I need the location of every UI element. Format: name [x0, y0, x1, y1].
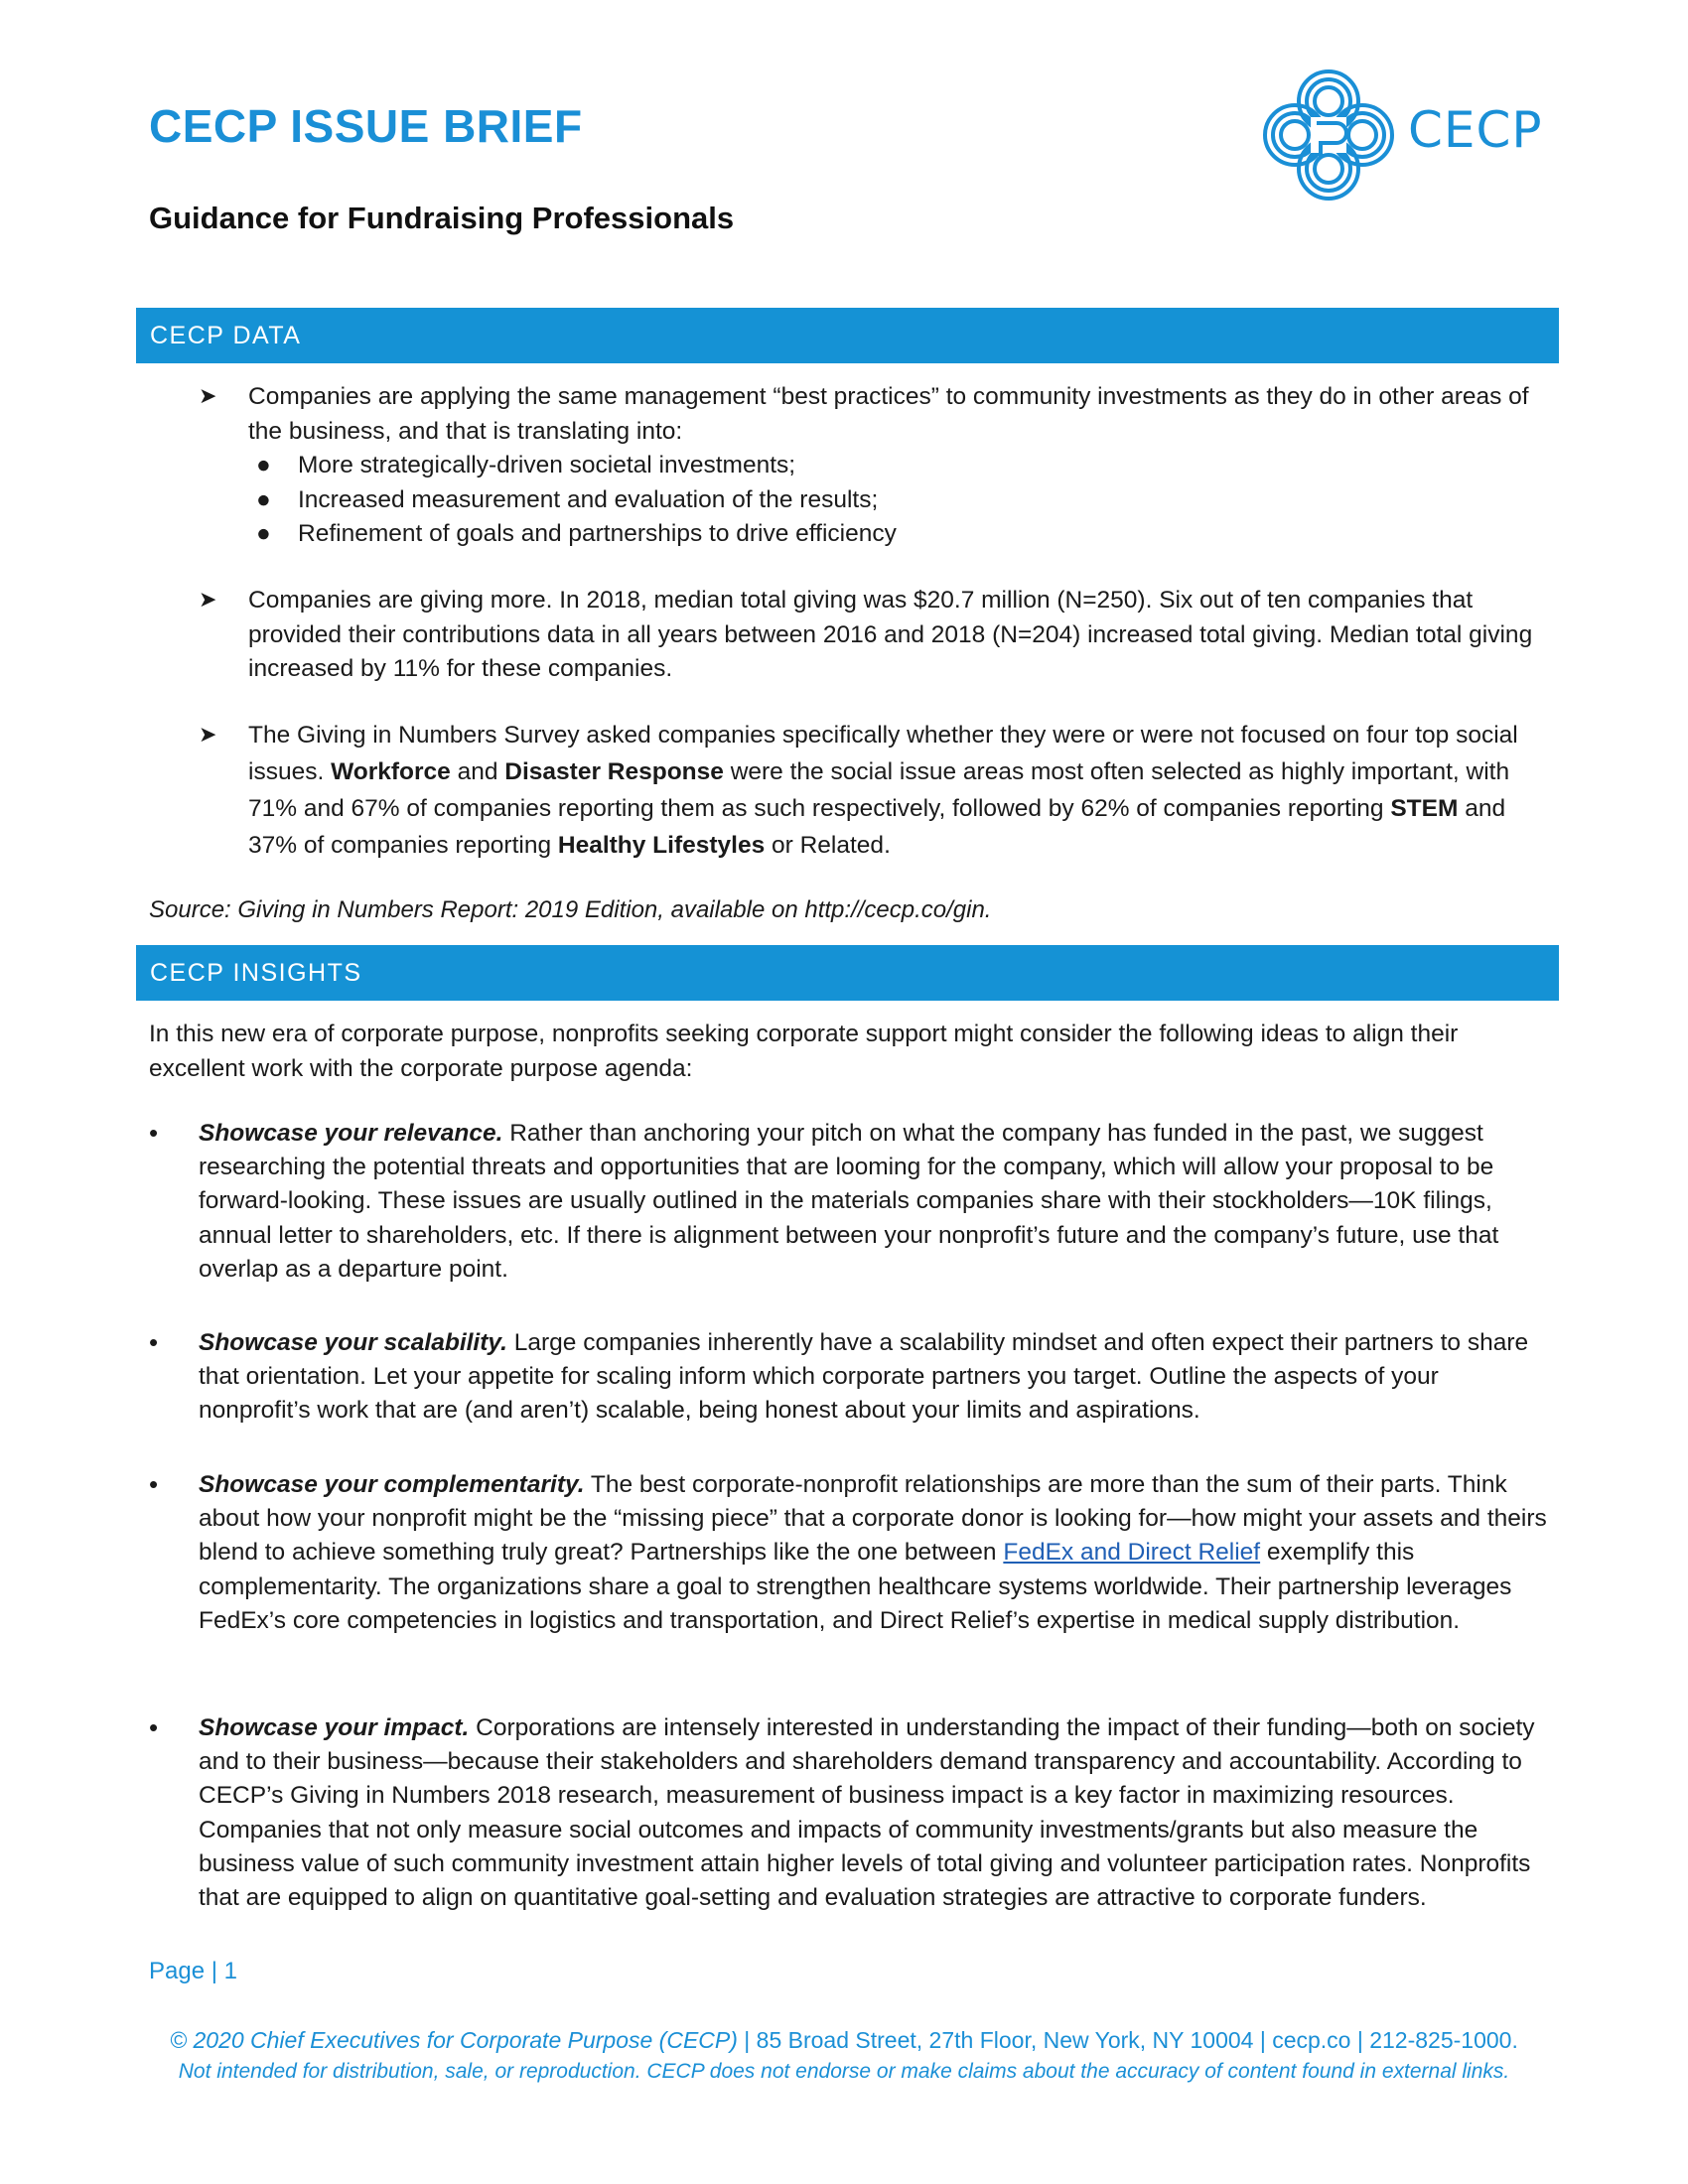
bullet-dot-icon: •: [149, 1118, 159, 1148]
list-item: ● More strategically-driven societal investments;: [298, 449, 897, 483]
insights-intro: In this new era of corporate purpose, nonprofits seeking corporate support might consider the following ideas to align their excellent work with the corporate purpose agenda:: [149, 1021, 1459, 1082]
list-item: ● Increased measurement and evaluation of the results;: [298, 483, 897, 518]
arrow-bullet-icon: ➤: [199, 722, 217, 747]
source-note: Source: Giving in Numbers Report: 2019 Edition, available on http://cecp.co/gin.: [149, 896, 992, 923]
bullet-dot-icon: •: [149, 1327, 159, 1357]
arrow-bullet-icon: ➤: [199, 587, 217, 612]
insight-relevance: Showcase your relevance. Rather than anchoring your pitch on what the company has funded in the past, we suggest researching the potential threats and opportunities that are looming for the company, which will allow your proposal to be forward-looking. These issues are usually outlined in the materials companies share with their stockholders—10K filings, annual letter to shareholders, etc. If there is alignment between your nonprofit’s future and the company’s future, use that overlap as a departure point.: [199, 1120, 1499, 1283]
arrow-bullet-icon: ➤: [199, 383, 217, 408]
data-point-3: The Giving in Numbers Survey asked companies specifically whether they were or were not focused on four top social issues. Workforce and Disaster Response were the social issue areas most often selected as highly important, with 71% and 67% of companies reporting them as such respectively, followed by 62% of companies reporting STEM and 37% of companies reporting Healthy Lifestyles or Related.: [248, 722, 1518, 859]
bullet-dot-icon: ●: [256, 452, 271, 478]
data-point-1-list: [256, 449, 897, 552]
footer-copyright: © 2020 Chief Executives for Corporate Purpose (CECP) | 85 Broad Street, 27th Floor, New York, NY 10004 | cecp.co | 212-825-1000.: [170, 2027, 1518, 2053]
data-point-1: Companies are applying the same management “best practices” to community investments as they do in other areas of the business, and that is translating into:: [248, 383, 1529, 445]
insight-impact: Showcase your impact. Corporations are intensely interested in understanding the impact of their funding—both on society and to their business—because their stakeholders and shareholders demand transparency and accountability. According to CECP’s Giving in Numbers 2018 research, measurement of business impact is a key factor in maximizing resources. Companies that not only measure social outcomes and impacts of community investments/grants but also measure the business value of such community investment attain higher levels of total giving and volunteer participation rates. Nonprofits that are equipped to align on quantitative goal-setting and evaluation strategies are attractive to corporate funders.: [199, 1714, 1535, 1912]
logo-text: CECP: [1408, 101, 1543, 159]
page-subtitle: Guidance for Fundraising Professionals: [149, 201, 735, 235]
insight-scalability: Showcase your scalability. Large companies inherently have a scalability mindset and often expect their partners to share that orientation. Let your appetite for scaling inform which corporate partners you target. Outline the aspects of your nonprofit’s work that are (and aren’t) scalable, being honest about your limits and aspirations.: [199, 1329, 1529, 1425]
section-header-data: CECP DATA: [136, 308, 1559, 363]
section-header-insights: CECP INSIGHTS: [136, 945, 1559, 1001]
page-number: Page | 1: [149, 1958, 237, 1984]
fedex-direct-relief-link[interactable]: FedEx and Direct Relief: [1003, 1539, 1261, 1567]
brief-title: CECP ISSUE BRIEF: [149, 100, 583, 152]
bullet-dot-icon: •: [149, 1712, 159, 1742]
cecp-logo-icon: [1259, 66, 1398, 205]
bullet-dot-icon: ●: [256, 485, 271, 513]
cecp-logo: [1259, 66, 1557, 205]
bullet-dot-icon: ●: [256, 520, 271, 547]
data-point-2: Companies are giving more. In 2018, median total giving was $20.7 million (N=250). Six out of ten companies that provided their contributions data in all years between 2016 and 2018 (N=204) increased total giving. Median total giving increased by 11% for these companies.: [248, 587, 1533, 682]
insight-complementarity: Showcase your complementarity. The best corporate-nonprofit relationships are more than the sum of their parts. Think about how your nonprofit might be the “missing piece” that a corporate donor is looking for—how might your assets and theirs blend to achieve something truly great? Partnerships like the one between FedEx and Direct Relief exemplify this complementarity. The organizations share a goal to strengthen healthcare systems worldwide. Their partnership leverages FedEx’s core competencies in logistics and transportation, and Direct Relief’s expertise in medical supply distribution.: [199, 1471, 1547, 1634]
bullet-dot-icon: •: [149, 1469, 159, 1499]
footer-disclaimer: Not intended for distribution, sale, or reproduction. CECP does not endorse or make claims about the accuracy of content found in external links.: [178, 2060, 1510, 2083]
list-item: ● Refinement of goals and partnerships to drive efficiency: [298, 517, 897, 552]
